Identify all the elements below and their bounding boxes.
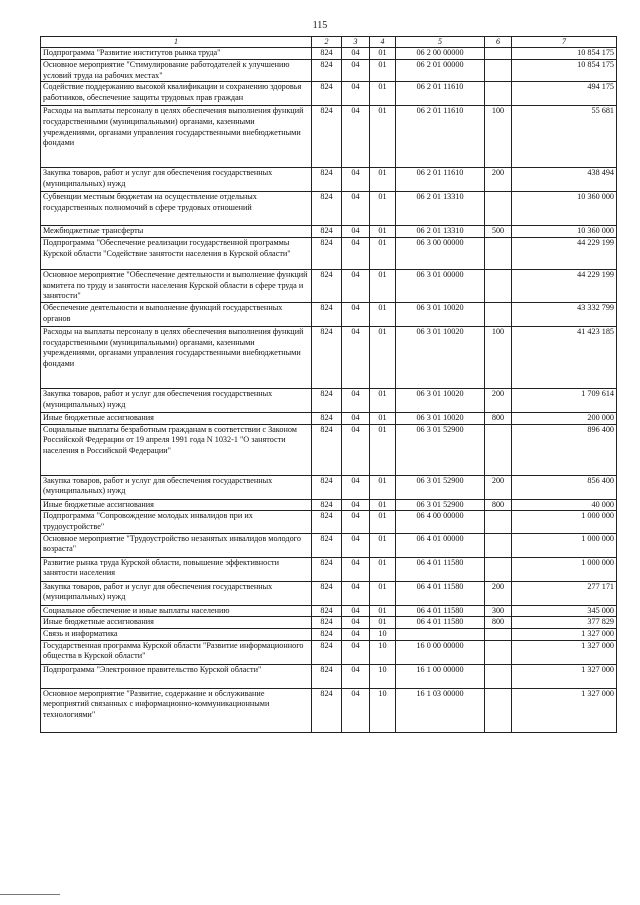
row-vr — [485, 664, 512, 688]
col-header-rz: 3 — [342, 37, 370, 48]
row-pr: 01 — [370, 106, 396, 168]
row-csr: 06 4 01 11580 — [396, 557, 485, 581]
row-gr: 824 — [312, 168, 342, 192]
table-row — [41, 499, 617, 511]
table-row — [41, 617, 617, 629]
row-gr: 824 — [312, 270, 342, 303]
row-csr: 06 3 01 52900 — [396, 499, 485, 511]
row-pr: 01 — [370, 238, 396, 270]
table-row — [41, 82, 617, 106]
row-vr — [485, 302, 512, 326]
row-name: Расходы на выплаты персоналу в целях обеспечения выполнения функций государственными (муниципальными) органами, казенными учреждениями, органами управления государственными внебюджетными фондами — [41, 106, 312, 168]
table-row — [41, 533, 617, 557]
row-csr: 06 3 01 52900 — [396, 475, 485, 499]
row-gr: 824 — [312, 82, 342, 106]
row-gr: 824 — [312, 511, 342, 533]
row-name: Закупка товаров, работ и услуг для обеспечения государственных (муниципальных) нужд — [41, 581, 312, 605]
row-name: Подпрограмма "Обеспечение реализации государственной программы Курской области "Содействие занятости населения в Курской области" — [41, 238, 312, 270]
row-vr — [485, 424, 512, 475]
row-rz: 04 — [342, 226, 370, 238]
row-rz: 04 — [342, 640, 370, 664]
row-rz: 04 — [342, 412, 370, 424]
row-pr: 01 — [370, 605, 396, 617]
row-csr: 06 2 00 00000 — [396, 48, 485, 60]
row-csr: 06 3 01 10020 — [396, 412, 485, 424]
row-csr: 06 2 01 11610 — [396, 168, 485, 192]
table-row — [41, 168, 617, 192]
row-csr: 06 4 01 00000 — [396, 533, 485, 557]
row-name: Связь и информатика — [41, 628, 312, 640]
row-csr: 06 4 00 00000 — [396, 511, 485, 533]
row-csr: 06 4 01 11580 — [396, 617, 485, 629]
row-gr: 824 — [312, 475, 342, 499]
table-row — [41, 270, 617, 303]
row-name: Иные бюджетные ассигнования — [41, 412, 312, 424]
table-body — [41, 48, 617, 732]
row-vr — [485, 82, 512, 106]
table-row — [41, 412, 617, 424]
row-name: Иные бюджетные ассигнования — [41, 499, 312, 511]
row-gr: 824 — [312, 688, 342, 732]
row-pr: 01 — [370, 581, 396, 605]
table-row — [41, 106, 617, 168]
table-row — [41, 226, 617, 238]
row-rz: 04 — [342, 270, 370, 303]
col-header-csr: 5 — [396, 37, 485, 48]
table-row — [41, 688, 617, 732]
row-sum: 1 327 000 — [512, 688, 617, 732]
row-gr: 824 — [312, 48, 342, 60]
col-header-pr: 4 — [370, 37, 396, 48]
row-vr: 800 — [485, 412, 512, 424]
table-row — [41, 664, 617, 688]
row-rz: 04 — [342, 533, 370, 557]
row-pr: 01 — [370, 226, 396, 238]
row-vr — [485, 511, 512, 533]
row-vr: 200 — [485, 475, 512, 499]
row-rz: 04 — [342, 511, 370, 533]
row-pr: 01 — [370, 48, 396, 60]
row-pr: 01 — [370, 533, 396, 557]
row-sum: 1 000 000 — [512, 511, 617, 533]
row-rz: 04 — [342, 628, 370, 640]
row-sum: 10 360 000 — [512, 226, 617, 238]
row-gr: 824 — [312, 617, 342, 629]
row-csr: 16 1 03 00000 — [396, 688, 485, 732]
row-csr: 06 2 01 13310 — [396, 192, 485, 226]
table-row — [41, 302, 617, 326]
row-name: Основное мероприятие "Развитие, содержание и обслуживание мероприятий связанных с информационно-коммуникационными технологиями" — [41, 688, 312, 732]
row-csr: 06 3 01 10020 — [396, 302, 485, 326]
col-header-name: 1 — [41, 37, 312, 48]
row-sum: 856 400 — [512, 475, 617, 499]
table-row — [41, 238, 617, 270]
table-row — [41, 640, 617, 664]
row-sum: 1 327 000 — [512, 640, 617, 664]
row-gr: 824 — [312, 533, 342, 557]
row-pr: 10 — [370, 640, 396, 664]
row-pr: 01 — [370, 302, 396, 326]
row-gr: 824 — [312, 628, 342, 640]
row-csr: 06 2 01 11610 — [396, 106, 485, 168]
row-pr: 10 — [370, 628, 396, 640]
table-row — [41, 192, 617, 226]
row-csr: 06 4 01 11580 — [396, 581, 485, 605]
row-csr: 06 2 01 00000 — [396, 60, 485, 82]
row-sum: 1 000 000 — [512, 557, 617, 581]
row-name: Основное мероприятие "Обеспечение деятельности и выполнение функций комитета по труду и занятости населения Курской области в сфере труда и занятости" — [41, 270, 312, 303]
col-header-gr: 2 — [312, 37, 342, 48]
table-row — [41, 326, 617, 388]
row-rz: 04 — [342, 82, 370, 106]
row-pr: 01 — [370, 557, 396, 581]
row-pr: 01 — [370, 270, 396, 303]
row-sum: 438 494 — [512, 168, 617, 192]
row-pr: 01 — [370, 192, 396, 226]
row-gr: 824 — [312, 640, 342, 664]
row-vr — [485, 533, 512, 557]
row-name: Развитие рынка труда Курской области, повышение эффективности занятости населения — [41, 557, 312, 581]
row-vr — [485, 270, 512, 303]
row-name: Содействие поддержанию высокой квалификации и сохранению здоровья работников, обеспечение защиты трудовых прав граждан — [41, 82, 312, 106]
row-vr: 200 — [485, 388, 512, 412]
row-gr: 824 — [312, 238, 342, 270]
row-name: Подпрограмма "Развитие институтов рынка труда" — [41, 48, 312, 60]
row-pr: 10 — [370, 688, 396, 732]
row-pr: 01 — [370, 60, 396, 82]
row-sum: 44 229 199 — [512, 270, 617, 303]
row-sum: 1 709 614 — [512, 388, 617, 412]
row-rz: 04 — [342, 106, 370, 168]
row-sum: 200 000 — [512, 412, 617, 424]
row-gr: 824 — [312, 388, 342, 412]
row-rz: 04 — [342, 168, 370, 192]
row-gr: 824 — [312, 557, 342, 581]
table-header-row — [41, 37, 617, 48]
col-header-sum: 7 — [512, 37, 617, 48]
row-name: Обеспечение деятельности и выполнение функций государственных органов — [41, 302, 312, 326]
row-gr: 824 — [312, 60, 342, 82]
row-gr: 824 — [312, 664, 342, 688]
row-rz: 04 — [342, 499, 370, 511]
scan-artifact — [0, 894, 60, 895]
row-vr: 100 — [485, 106, 512, 168]
row-vr: 500 — [485, 226, 512, 238]
row-gr: 824 — [312, 412, 342, 424]
row-name: Иные бюджетные ассигнования — [41, 617, 312, 629]
row-vr: 300 — [485, 605, 512, 617]
row-name: Закупка товаров, работ и услуг для обеспечения государственных (муниципальных) нужд — [41, 168, 312, 192]
row-csr — [396, 628, 485, 640]
row-rz: 04 — [342, 238, 370, 270]
row-rz: 04 — [342, 302, 370, 326]
row-vr — [485, 628, 512, 640]
table-row — [41, 48, 617, 60]
row-csr: 06 3 01 00000 — [396, 270, 485, 303]
row-name: Основное мероприятие "Стимулирование работодателей к улучшению условий труда на рабочих местах" — [41, 60, 312, 82]
row-gr: 824 — [312, 326, 342, 388]
row-sum: 43 332 799 — [512, 302, 617, 326]
row-rz: 04 — [342, 617, 370, 629]
row-name: Подпрограмма "Электронное правительство Курской области" — [41, 664, 312, 688]
row-vr — [485, 60, 512, 82]
table-row — [41, 605, 617, 617]
budget-table — [40, 36, 617, 733]
row-sum: 1 000 000 — [512, 533, 617, 557]
row-sum: 44 229 199 — [512, 238, 617, 270]
row-vr: 800 — [485, 617, 512, 629]
row-csr: 06 2 01 13310 — [396, 226, 485, 238]
row-name: Межбюджетные трансферты — [41, 226, 312, 238]
row-name: Закупка товаров, работ и услуг для обеспечения государственных (муниципальных) нужд — [41, 388, 312, 412]
row-vr — [485, 640, 512, 664]
table-row — [41, 511, 617, 533]
row-pr: 10 — [370, 664, 396, 688]
row-name: Социальное обеспечение и иные выплаты населению — [41, 605, 312, 617]
row-csr: 06 2 01 11610 — [396, 82, 485, 106]
row-name: Подпрограмма "Сопровождение молодых инвалидов при их трудоустройстве" — [41, 511, 312, 533]
row-sum: 494 175 — [512, 82, 617, 106]
row-sum: 1 327 000 — [512, 628, 617, 640]
row-rz: 04 — [342, 664, 370, 688]
row-pr: 01 — [370, 499, 396, 511]
table-row — [41, 557, 617, 581]
table-row — [41, 424, 617, 475]
row-gr: 824 — [312, 605, 342, 617]
row-vr: 200 — [485, 168, 512, 192]
row-sum: 1 327 000 — [512, 664, 617, 688]
row-csr: 06 3 00 00000 — [396, 238, 485, 270]
row-rz: 04 — [342, 326, 370, 388]
row-csr: 06 4 01 11580 — [396, 605, 485, 617]
row-name: Расходы на выплаты персоналу в целях обеспечения выполнения функций государственными (муниципальными) органами, казенными учреждениями, органами управления государственными внебюджетными фондами — [41, 326, 312, 388]
row-csr: 16 1 00 00000 — [396, 664, 485, 688]
row-pr: 01 — [370, 412, 396, 424]
row-csr: 06 3 01 10020 — [396, 388, 485, 412]
row-pr: 01 — [370, 475, 396, 499]
row-vr — [485, 48, 512, 60]
row-rz: 04 — [342, 192, 370, 226]
row-gr: 824 — [312, 302, 342, 326]
row-name: Основное мероприятие "Трудоустройство незанятых инвалидов молодого возраста" — [41, 533, 312, 557]
row-pr: 01 — [370, 424, 396, 475]
row-sum: 345 000 — [512, 605, 617, 617]
col-header-vr: 6 — [485, 37, 512, 48]
row-gr: 824 — [312, 499, 342, 511]
row-sum: 10 854 175 — [512, 48, 617, 60]
row-vr: 800 — [485, 499, 512, 511]
row-name: Государственная программа Курской области "Развитие информационного общества в Курской области" — [41, 640, 312, 664]
row-vr — [485, 688, 512, 732]
row-rz: 04 — [342, 48, 370, 60]
row-rz: 04 — [342, 388, 370, 412]
table-row — [41, 581, 617, 605]
row-vr — [485, 192, 512, 226]
row-pr: 01 — [370, 388, 396, 412]
page-number: 115 — [312, 20, 328, 31]
row-sum: 55 681 — [512, 106, 617, 168]
row-pr: 01 — [370, 326, 396, 388]
row-sum: 896 400 — [512, 424, 617, 475]
row-rz: 04 — [342, 475, 370, 499]
table-row — [41, 60, 617, 82]
row-rz: 04 — [342, 688, 370, 732]
row-name: Закупка товаров, работ и услуг для обеспечения государственных (муниципальных) нужд — [41, 475, 312, 499]
table-row — [41, 628, 617, 640]
row-pr: 01 — [370, 168, 396, 192]
row-gr: 824 — [312, 106, 342, 168]
row-rz: 04 — [342, 60, 370, 82]
row-csr: 06 3 01 52900 — [396, 424, 485, 475]
row-gr: 824 — [312, 226, 342, 238]
row-pr: 01 — [370, 617, 396, 629]
row-rz: 04 — [342, 581, 370, 605]
row-rz: 04 — [342, 605, 370, 617]
row-name: Субвенции местным бюджетам на осуществление отдельных государственных полномочий в сфере трудовых отношений — [41, 192, 312, 226]
row-csr: 06 3 01 10020 — [396, 326, 485, 388]
row-gr: 824 — [312, 424, 342, 475]
row-name: Социальные выплаты безработным гражданам в соответствии с Законом Российской Федерации от 19 апреля 1991 года N 1032-1 "О занятости населения в Российской Федерации" — [41, 424, 312, 475]
row-rz: 04 — [342, 557, 370, 581]
row-rz: 04 — [342, 424, 370, 475]
row-pr: 01 — [370, 511, 396, 533]
row-sum: 10 854 175 — [512, 60, 617, 82]
row-csr: 16 0 00 00000 — [396, 640, 485, 664]
row-sum: 377 829 — [512, 617, 617, 629]
row-gr: 824 — [312, 192, 342, 226]
row-pr: 01 — [370, 82, 396, 106]
row-sum: 40 000 — [512, 499, 617, 511]
row-sum: 41 423 185 — [512, 326, 617, 388]
row-vr: 100 — [485, 326, 512, 388]
row-gr: 824 — [312, 581, 342, 605]
row-vr: 200 — [485, 581, 512, 605]
table-row — [41, 388, 617, 412]
row-sum: 277 171 — [512, 581, 617, 605]
row-vr — [485, 238, 512, 270]
table-row — [41, 475, 617, 499]
row-vr — [485, 557, 512, 581]
row-sum: 10 360 000 — [512, 192, 617, 226]
